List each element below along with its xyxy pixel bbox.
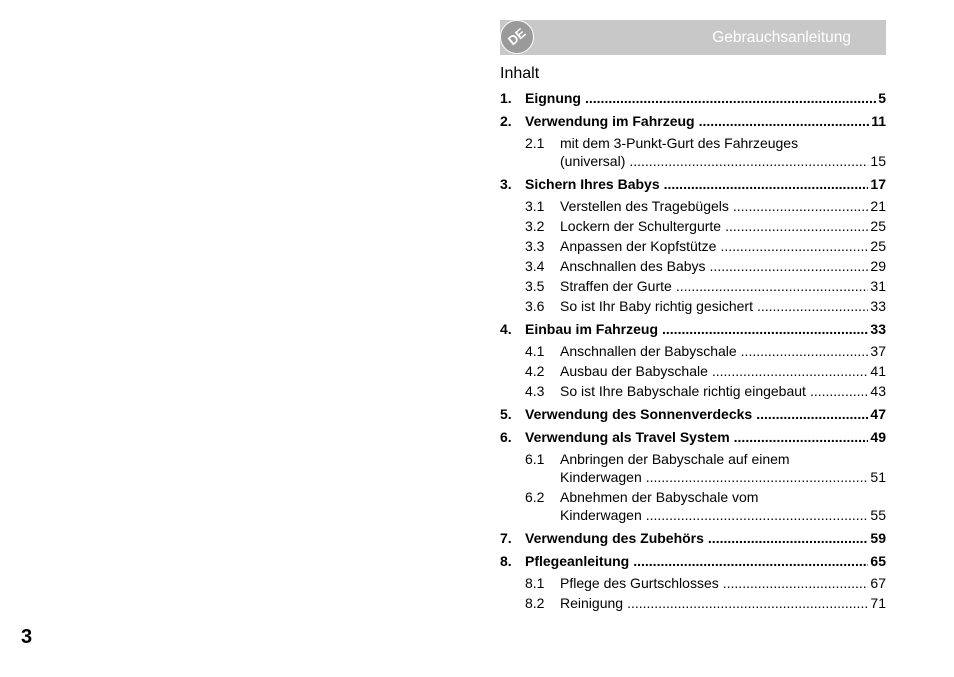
toc-entry-2[interactable] — [500, 112, 886, 130]
toc-entry-number: 3.1 — [525, 198, 545, 214]
toc-heading: Inhalt — [500, 65, 540, 82]
toc-entry-8[interactable] — [500, 552, 886, 570]
toc-entry-page: 51 — [870, 469, 886, 485]
toc-entry-label: Anpassen der Kopfstütze — [560, 238, 717, 254]
toc-entry-label: Einbau im Fahrzeug — [525, 321, 659, 337]
toc-entry-label: Anschnallen der Babyschale — [560, 343, 737, 359]
toc-entry-page: 5 — [878, 90, 886, 106]
toc-entry-3-3[interactable] — [500, 237, 886, 255]
toc-entry-label-line1: Abnehmen der Babyschale vom — [560, 489, 759, 505]
toc-entry-label-line1: Anbringen der Babyschale auf einem — [560, 451, 790, 467]
toc-entry-page: 49 — [870, 429, 886, 445]
toc-entry-4-1[interactable] — [500, 342, 886, 360]
toc-entry-3-1[interactable] — [500, 197, 886, 215]
toc-entry-4-3[interactable] — [500, 382, 886, 400]
toc-entry-3-2[interactable] — [500, 217, 886, 235]
toc-entry-label: (universal) — [560, 153, 626, 169]
toc-entry-number: 3.5 — [525, 278, 545, 294]
header-title: Gebrauchsanleitung — [712, 29, 851, 46]
toc-entry-label: Ausbau der Babyschale — [560, 363, 708, 379]
dot-leader — [585, 89, 876, 107]
toc-entry-page: 15 — [870, 153, 886, 169]
toc-entry-page: 55 — [870, 507, 886, 523]
toc-entry-label: Pflege des Gurtschlosses — [560, 575, 719, 591]
toc-entry-page: 21 — [870, 198, 886, 214]
toc-entry-6-1[interactable] — [500, 450, 886, 486]
toc-entry-page: 33 — [870, 321, 886, 337]
dot-leader — [734, 428, 869, 446]
toc-entry-number: 4.2 — [525, 363, 545, 379]
toc-entry-number: 3.3 — [525, 238, 545, 254]
toc-entry-number: 8. — [500, 553, 512, 569]
dot-leader — [810, 382, 868, 400]
toc-entry-label-line1: mit dem 3-Punkt-Gurt des Fahrzeuges — [560, 135, 799, 151]
toc-entry-page: 11 — [871, 113, 886, 129]
dot-leader — [725, 217, 868, 235]
toc-entry-label: Verwendung als Travel System — [525, 429, 730, 445]
toc-entry-page: 65 — [870, 553, 886, 569]
toc-entry-label: Eignung — [525, 90, 581, 106]
toc-entry-3-6[interactable] — [500, 297, 886, 315]
dot-leader — [633, 552, 868, 570]
toc-entry-page: 17 — [870, 176, 886, 192]
toc-entry-number: 3. — [500, 176, 512, 192]
toc-entry-3-5[interactable] — [500, 277, 886, 295]
table-of-contents — [500, 84, 886, 612]
toc-entry-label: Kinderwagen — [560, 507, 642, 523]
toc-entry-number: 8.1 — [525, 575, 545, 591]
toc-entry-page: 25 — [870, 238, 886, 254]
toc-entry-3[interactable] — [500, 175, 886, 193]
toc-entry-label: Reinigung — [560, 595, 624, 611]
toc-entry-4[interactable] — [500, 320, 886, 338]
dot-leader — [699, 112, 870, 130]
toc-entry-page: 67 — [870, 575, 886, 591]
dot-leader — [756, 405, 868, 423]
dot-leader — [708, 529, 869, 547]
page-number: 3 — [21, 626, 33, 648]
toc-entry-label: Kinderwagen — [560, 469, 642, 485]
toc-entry-number: 4.1 — [525, 343, 545, 359]
toc-entry-page: 33 — [870, 298, 886, 314]
dot-leader — [710, 257, 869, 275]
toc-entry-label: Verwendung des Zubehörs — [525, 530, 704, 546]
toc-entry-page: 71 — [870, 595, 886, 611]
toc-entry-page: 31 — [870, 278, 886, 294]
language-badge — [500, 20, 534, 54]
toc-entry-label: Pflegeanleitung — [525, 553, 630, 569]
toc-entry-label: Verstellen des Tragebügels — [560, 198, 729, 214]
toc-entry-page: 43 — [870, 383, 886, 399]
toc-entry-number: 6.2 — [525, 489, 545, 505]
dot-leader — [723, 574, 869, 592]
toc-entry-2-1[interactable] — [500, 134, 886, 170]
toc-entry-number: 3.2 — [525, 218, 545, 234]
toc-entry-page: 37 — [870, 343, 886, 359]
dot-leader — [757, 297, 868, 315]
toc-entry-label: Lockern der Schultergurte — [560, 218, 722, 234]
dot-leader — [662, 320, 868, 338]
toc-entry-label: Sichern Ihres Babys — [525, 176, 660, 192]
dot-leader — [664, 175, 869, 193]
toc-entry-6[interactable] — [500, 428, 886, 446]
dot-leader — [646, 468, 869, 486]
toc-entry-label: Anschnallen des Babys — [560, 258, 706, 274]
toc-entry-4-2[interactable] — [500, 362, 886, 380]
toc-entry-3-4[interactable] — [500, 257, 886, 275]
dot-leader — [720, 237, 868, 255]
toc-entry-page: 59 — [870, 530, 886, 546]
dot-leader — [629, 152, 868, 170]
toc-entry-number: 7. — [500, 530, 512, 546]
toc-entry-number: 8.2 — [525, 595, 545, 611]
toc-entry-number: 2. — [500, 113, 512, 129]
toc-entry-number: 4.3 — [525, 383, 545, 399]
dot-leader — [741, 342, 869, 360]
toc-entry-number: 3.6 — [525, 298, 545, 314]
dot-leader — [733, 197, 869, 215]
toc-entry-page: 25 — [870, 218, 886, 234]
toc-entry-label: Straffen der Gurte — [560, 278, 672, 294]
dot-leader — [646, 506, 869, 524]
toc-entry-number: 1. — [500, 90, 512, 106]
toc-entry-page: 41 — [870, 363, 886, 379]
toc-entry-6-2[interactable] — [500, 488, 886, 524]
toc-entry-number: 6. — [500, 429, 512, 445]
toc-entry-number: 2.1 — [525, 135, 545, 151]
toc-entry-label: So ist Ihr Baby richtig gesichert — [560, 298, 753, 314]
toc-entry-number: 5. — [500, 406, 512, 422]
toc-entry-8-2[interactable] — [500, 594, 886, 612]
dot-leader — [676, 277, 869, 295]
toc-entry-number: 6.1 — [525, 451, 545, 467]
dot-leader — [627, 594, 868, 612]
language-code: DE — [504, 25, 529, 49]
toc-entry-label: Verwendung im Fahrzeug — [525, 113, 695, 129]
toc-entry-page: 29 — [870, 258, 886, 274]
toc-entry-number: 3.4 — [525, 258, 545, 274]
toc-entry-number: 4. — [500, 321, 512, 337]
toc-entry-label: So ist Ihre Babyschale richtig eingebaut — [560, 383, 806, 399]
toc-entry-7[interactable] — [500, 529, 886, 547]
toc-entry-8-1[interactable] — [500, 574, 886, 592]
toc-entry-1[interactable] — [500, 89, 886, 107]
dot-leader — [712, 362, 869, 380]
toc-entry-page: 47 — [870, 406, 886, 422]
toc-entry-5[interactable] — [500, 405, 886, 423]
toc-entry-label: Verwendung des Sonnenverdecks — [525, 406, 753, 422]
